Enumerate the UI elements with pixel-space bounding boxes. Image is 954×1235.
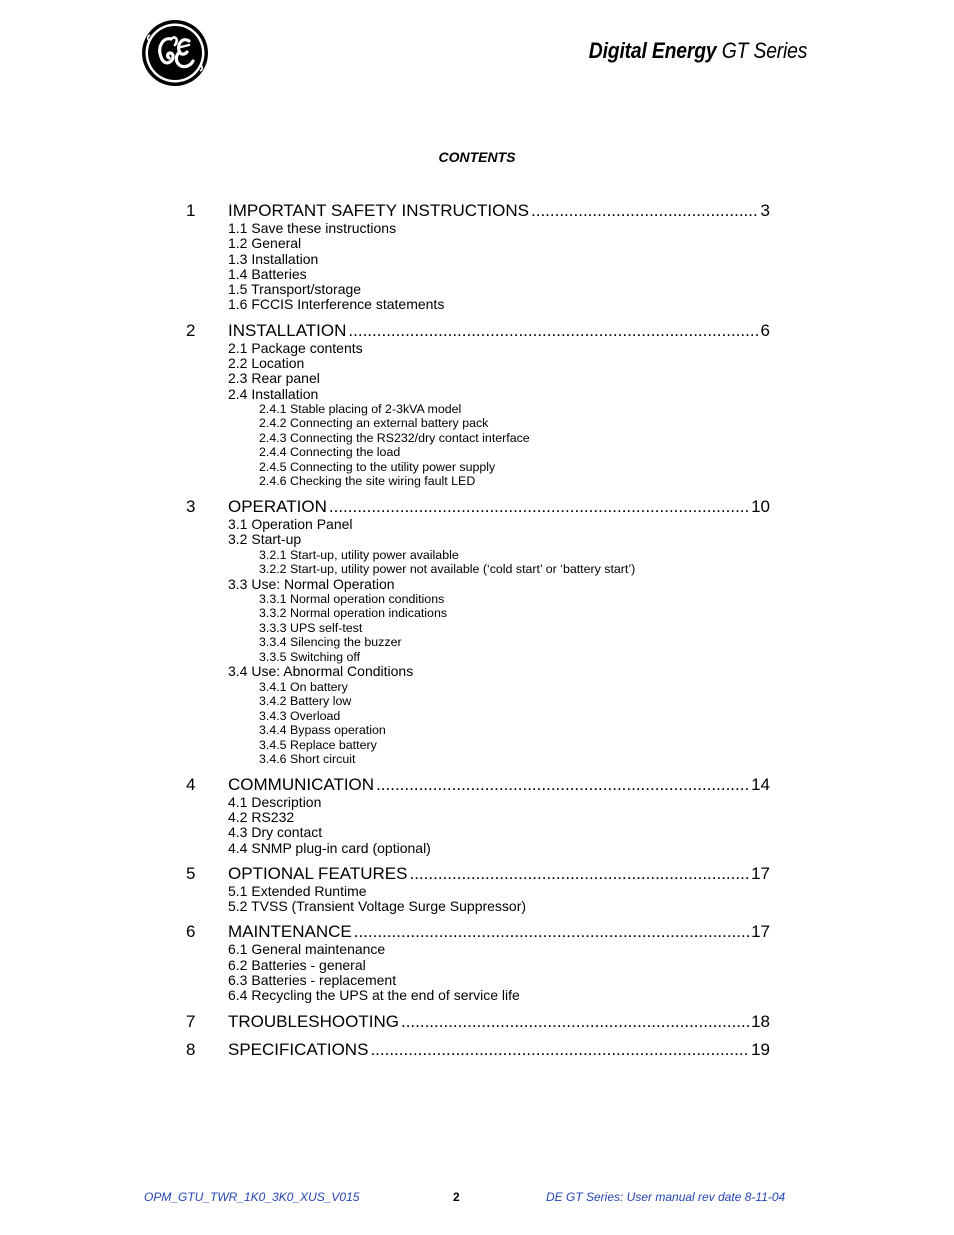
toc-subsection[interactable]: 3.3 Use: Normal Operation <box>228 575 395 592</box>
toc-section-heading[interactable] <box>186 1040 770 1060</box>
toc-section-heading[interactable] <box>186 775 770 795</box>
toc-subsection[interactable]: 2.3 Rear panel <box>228 370 320 387</box>
toc-subsection[interactable]: 1.5 Transport/storage <box>228 281 362 298</box>
toc-section-heading[interactable] <box>186 922 770 942</box>
toc-section <box>186 864 770 915</box>
toc-subsection[interactable]: 3.1 Operation Panel <box>228 515 353 532</box>
toc-subsubsection[interactable]: 3.2.1 Start-up, utility power available <box>259 547 459 562</box>
section-number: 6 <box>186 922 196 942</box>
toc-subsection[interactable]: 6.2 Batteries - general <box>228 956 366 973</box>
table-of-contents <box>186 201 770 1068</box>
section-page-number: 10 <box>751 496 770 516</box>
section-page-number: 19 <box>751 1039 770 1059</box>
toc-subsubsection[interactable]: 3.4.5 Replace battery <box>259 737 377 752</box>
toc-subsubsection[interactable]: 2.4.3 Connecting the RS232/dry contact interface <box>259 430 530 445</box>
toc-section <box>186 321 770 489</box>
footer-page-number: 2 <box>453 1190 460 1204</box>
dot-leader <box>329 497 749 517</box>
brand-series: GT Series <box>721 38 807 63</box>
toc-subsubsection[interactable]: 2.4.6 Checking the site wiring fault LED <box>259 474 476 489</box>
toc-subsection[interactable]: 2.1 Package contents <box>228 339 363 356</box>
toc-subsubsection[interactable]: 2.4.5 Connecting to the utility power supply <box>259 459 496 474</box>
toc-subsection[interactable]: 3.4 Use: Abnormal Conditions <box>228 663 414 680</box>
section-number: 5 <box>186 863 196 883</box>
toc-subsubsection[interactable]: 3.3.5 Switching off <box>259 649 361 664</box>
dot-leader <box>401 1012 749 1032</box>
toc-section <box>186 201 770 313</box>
brand-name: Digital Energy <box>588 38 717 63</box>
section-number: 2 <box>186 320 196 340</box>
toc-subsection[interactable]: 2.4 Installation <box>228 385 319 402</box>
toc-subsubsection[interactable]: 3.4.2 Battery low <box>259 694 352 709</box>
section-title: INSTALLATION <box>228 320 347 340</box>
section-page-number: 3 <box>760 201 770 220</box>
toc-section <box>186 775 770 856</box>
footer-document-code: OPM_GTU_TWR_1K0_3K0_XUS_V015 <box>144 1190 360 1204</box>
dot-leader <box>376 775 749 795</box>
toc-subsection[interactable]: 1.6 FCCIS Interference statements <box>228 296 445 313</box>
contents-heading: CONTENTS <box>438 149 516 165</box>
section-title: COMMUNICATION <box>228 774 375 794</box>
toc-subsubsection[interactable]: 3.4.6 Short circuit <box>259 752 356 767</box>
toc-subsection[interactable]: 1.1 Save these instructions <box>228 220 397 236</box>
section-title: TROUBLESHOOTING <box>228 1011 399 1031</box>
toc-subsection[interactable]: 6.4 Recycling the UPS at the end of service life <box>228 987 520 1004</box>
section-title: OPERATION <box>228 496 327 516</box>
dot-leader <box>531 201 759 221</box>
section-page-number: 18 <box>751 1011 770 1031</box>
section-number: 7 <box>186 1011 196 1031</box>
dot-leader <box>370 1040 749 1060</box>
toc-section-heading[interactable] <box>186 201 770 221</box>
section-page-number: 17 <box>751 863 770 883</box>
toc-subsubsection[interactable]: 2.4.4 Connecting the load <box>259 445 401 460</box>
ge-logo <box>141 19 209 87</box>
toc-section <box>186 497 770 767</box>
section-number: 4 <box>186 774 196 794</box>
toc-subsection[interactable]: 6.3 Batteries - replacement <box>228 972 397 989</box>
toc-subsection[interactable]: 4.4 SNMP plug-in card (optional) <box>228 839 431 856</box>
toc-subsubsection[interactable]: 3.4.4 Bypass operation <box>259 723 386 738</box>
section-number: 1 <box>186 201 196 220</box>
toc-section <box>186 1040 770 1060</box>
toc-section-heading[interactable] <box>186 497 770 517</box>
section-title: OPTIONAL FEATURES <box>228 863 408 883</box>
toc-subsection[interactable]: 1.2 General <box>228 235 302 252</box>
toc-subsubsection[interactable]: 2.4.1 Stable placing of 2-3kVA model <box>259 401 462 416</box>
toc-subsubsection[interactable]: 3.3.2 Normal operation indications <box>259 606 448 621</box>
toc-subsubsection[interactable]: 2.4.2 Connecting an external battery pack <box>259 416 489 431</box>
toc-subsection[interactable]: 5.2 TVSS (Transient Voltage Surge Suppressor) <box>228 898 527 915</box>
toc-subsubsection[interactable]: 3.3.4 Silencing the buzzer <box>259 635 402 650</box>
toc-section-heading[interactable] <box>186 1012 770 1032</box>
section-page-number: 14 <box>751 774 770 794</box>
toc-subsection[interactable]: 3.2 Start-up <box>228 531 302 548</box>
toc-subsubsection[interactable]: 3.2.2 Start-up, utility power not available (‘cold start’ or ‘battery start’) <box>259 562 636 577</box>
footer-revision: DE GT Series: User manual rev date 8-11-04 <box>546 1190 786 1204</box>
dot-leader <box>409 864 749 884</box>
toc-subsection[interactable]: 4.2 RS232 <box>228 808 295 825</box>
toc-subsubsection[interactable]: 3.3.3 UPS self-test <box>259 620 363 635</box>
toc-subsection[interactable]: 1.3 Installation <box>228 250 319 267</box>
section-page-number: 17 <box>751 922 770 942</box>
toc-section-heading[interactable] <box>186 321 770 341</box>
toc-section <box>186 1012 770 1032</box>
dot-leader <box>348 321 758 341</box>
toc-subsection[interactable]: 5.1 Extended Runtime <box>228 882 367 899</box>
toc-subsection[interactable]: 1.4 Batteries <box>228 265 307 282</box>
toc-subsection[interactable]: 4.1 Description <box>228 793 322 810</box>
toc-subsection[interactable]: 4.3 Dry contact <box>228 824 323 841</box>
toc-subsection[interactable]: 6.1 General maintenance <box>228 941 386 958</box>
toc-section <box>186 922 770 1003</box>
section-title: SPECIFICATIONS <box>228 1039 369 1059</box>
toc-subsection[interactable]: 2.2 Location <box>228 355 305 372</box>
section-number: 3 <box>186 496 196 516</box>
section-title: MAINTENANCE <box>228 922 352 942</box>
toc-subsubsection[interactable]: 3.3.1 Normal operation conditions <box>259 591 445 606</box>
toc-subsubsection[interactable]: 3.4.3 Overload <box>259 708 341 723</box>
toc-section-heading[interactable] <box>186 864 770 884</box>
section-number: 8 <box>186 1039 196 1059</box>
section-page-number: 6 <box>760 320 770 340</box>
dot-leader <box>354 922 749 942</box>
section-title: IMPORTANT SAFETY INSTRUCTIONS <box>228 201 529 220</box>
brand-title <box>589 38 807 64</box>
toc-subsubsection[interactable]: 3.4.1 On battery <box>259 679 348 694</box>
